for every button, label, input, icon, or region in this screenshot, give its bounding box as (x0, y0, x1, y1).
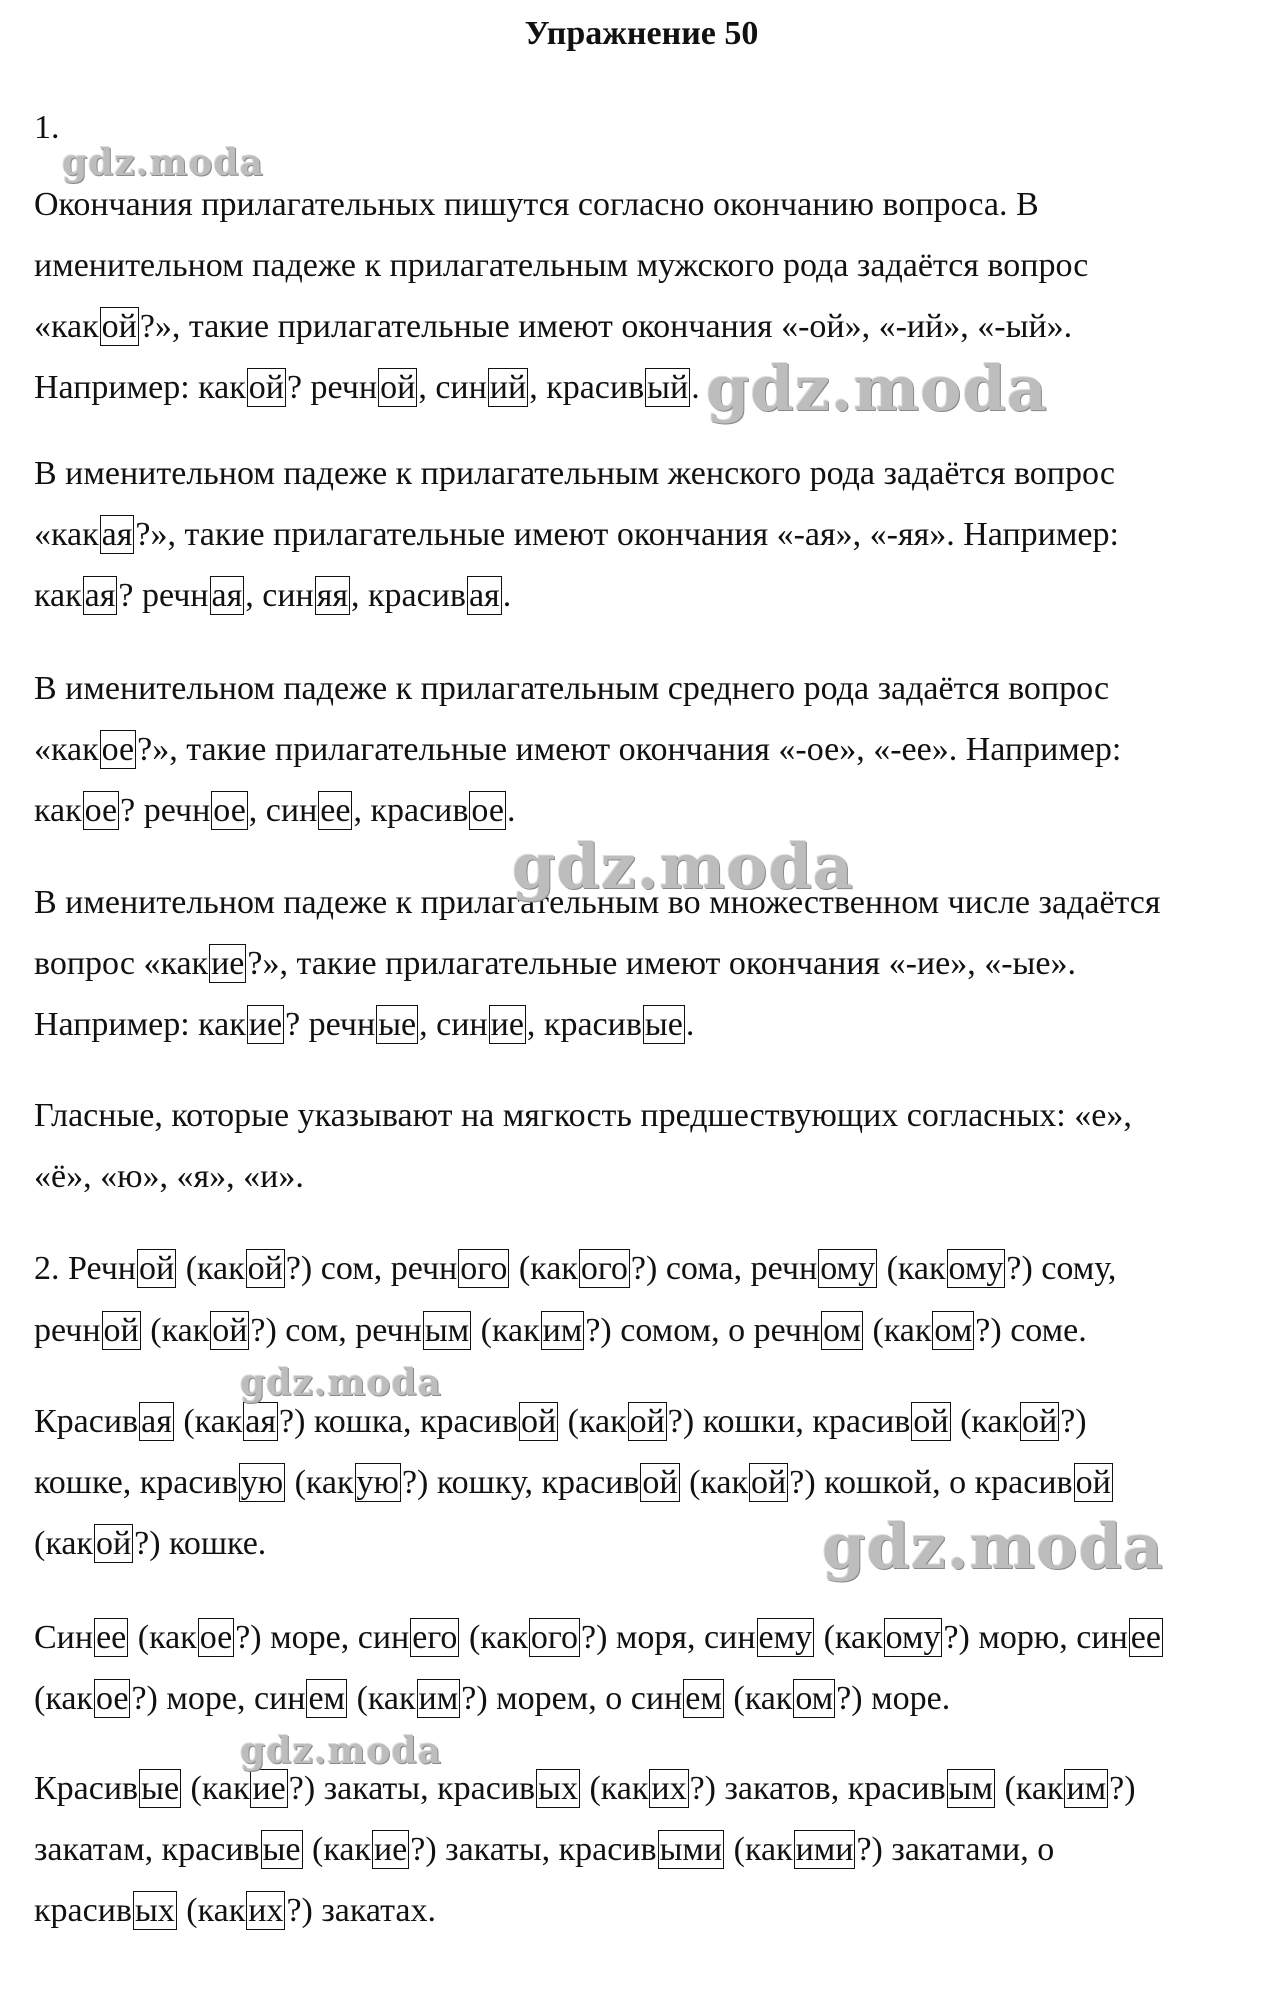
ending-box: ое (101, 731, 135, 768)
ending-box: ее (320, 792, 351, 829)
ending-box: ой (103, 1312, 139, 1349)
text-line (34, 669, 1109, 709)
watermark: gdz.moda (706, 352, 1048, 425)
ending-box: яя (316, 577, 348, 614)
watermark: gdz.moda (62, 142, 264, 184)
text-segment: . (691, 369, 700, 406)
text-segment: Син (34, 1619, 94, 1656)
ending-box: ий (489, 369, 527, 406)
text-segment: (как (182, 1770, 250, 1807)
ending-box: ем (308, 1680, 346, 1717)
text-line (34, 515, 1119, 555)
text-segment: (как (559, 1403, 627, 1440)
text-segment: ?) сом, речн (250, 1312, 422, 1349)
text-segment: Красив (34, 1403, 139, 1440)
text-line (34, 1891, 436, 1931)
text-line (34, 185, 1039, 225)
text-segment: (как (34, 1525, 93, 1562)
text-segment: (как (460, 1619, 528, 1656)
ending-box: ыми (659, 1831, 723, 1868)
text-segment: ?) сом, речн (285, 1250, 458, 1287)
text-segment: ?) моря, син (580, 1619, 756, 1656)
text-segment: вопрос «как (34, 945, 209, 982)
text-line (34, 454, 1115, 494)
text-segment: ?) закаты, красив (288, 1770, 536, 1807)
ending-box: ем (685, 1680, 722, 1717)
ending-box: ой (95, 1525, 132, 1562)
ending-box: ой (520, 1403, 557, 1440)
text-segment: (как (996, 1770, 1064, 1807)
text-line (34, 1769, 1136, 1809)
text-segment: (как (510, 1250, 578, 1287)
text-line (34, 576, 511, 616)
text-segment: «как (34, 516, 99, 553)
text-segment: (как (951, 1403, 1019, 1440)
ending-box: ая (84, 577, 116, 614)
ending-box: ых (134, 1892, 175, 1929)
text-segment: 1. (34, 109, 60, 146)
text-segment: , син (245, 577, 314, 614)
ending-box: ые (262, 1831, 301, 1868)
text-line (34, 1618, 1164, 1658)
ending-box: ими (795, 1831, 854, 1868)
text-segment: кошке, красив (34, 1464, 238, 1501)
text-segment: (как (580, 1770, 649, 1807)
text-line (34, 730, 1121, 770)
text-segment: (как (680, 1464, 749, 1501)
ending-box: ого (580, 1250, 628, 1287)
text-segment: ? речн (120, 792, 211, 829)
text-line (34, 1005, 694, 1045)
ending-box: ую (240, 1464, 284, 1501)
text-segment: ? речн (285, 1006, 376, 1043)
ending-box: ой (212, 1312, 248, 1349)
text-segment: ?) закатах. (286, 1892, 436, 1929)
ending-box: ие (211, 945, 245, 982)
ending-box: ой (642, 1464, 678, 1501)
text-segment: . (685, 1006, 695, 1043)
text-segment: В именительном падеже к прилагательным среднего рода задаётся вопрос (34, 670, 1110, 707)
text-segment: ?) море, син (235, 1619, 410, 1656)
text-segment: Окончания прилагательных пишутся согласно окончанию вопроса. В (34, 186, 1039, 223)
text-segment: ?) кошку, красив (401, 1464, 640, 1501)
text-segment: (как (878, 1250, 946, 1287)
text-segment: Гласные, которые указывают на мягкость предшествующих согласных: «е», (34, 1097, 1132, 1134)
ending-box: ая (141, 1403, 172, 1440)
text-segment: (как (177, 1250, 245, 1287)
text-segment: Например: как (34, 369, 246, 406)
text-segment: , красив (529, 369, 645, 406)
text-segment: ?», такие прилагательные имеют окончания «-ое», «-ее». Например: (137, 731, 1122, 768)
text-segment: , красив (351, 577, 466, 614)
text-segment: , син (418, 369, 487, 406)
watermark: gdz.moda (240, 1362, 442, 1404)
text-segment: ?) сомом, о речн (585, 1312, 821, 1349)
text-segment: ?) кошке. (134, 1525, 267, 1562)
ending-box: ого (530, 1619, 578, 1656)
text-segment: ?) кошкой, о красив (789, 1464, 1073, 1501)
text-segment: , красив (353, 792, 469, 829)
text-line (34, 1249, 1116, 1289)
text-segment: ?) море, син (131, 1680, 306, 1717)
ending-box: ая (468, 577, 500, 614)
ending-box: ой (913, 1403, 949, 1440)
ending-box: ому (948, 1250, 1004, 1287)
ending-box: ой (101, 308, 137, 345)
text-segment: ?) (1109, 1770, 1136, 1807)
text-segment: ? речн (286, 369, 378, 406)
text-line (34, 1096, 1132, 1136)
ending-box: ую (356, 1464, 399, 1501)
ending-box: ие (490, 1006, 524, 1043)
ending-box: ое (471, 792, 504, 829)
text-segment: (как (34, 1680, 93, 1717)
ending-box: ом (934, 1312, 973, 1349)
ending-box: ом (823, 1312, 861, 1349)
exercise-title: Упражнение 50 (524, 15, 759, 52)
ending-box: ие (252, 1770, 286, 1807)
text-segment: (как (177, 1892, 246, 1929)
text-segment: ?», такие прилагательные имеют окончания «-ая», «-яя». Например: (135, 516, 1119, 553)
watermark: gdz.moda (822, 1510, 1164, 1583)
text-segment: (как (725, 1831, 793, 1868)
text-segment: «ё», «ю», «я», «и». (34, 1158, 304, 1195)
text-segment: ?) море. (836, 1680, 951, 1717)
ending-box: их (651, 1770, 687, 1807)
ending-box: ому (820, 1250, 876, 1287)
text-line (34, 307, 1072, 347)
text-segment: (как (303, 1831, 371, 1868)
ending-box: ые (644, 1006, 683, 1043)
text-segment: ?) сома, речн (630, 1250, 818, 1287)
text-segment: 2. Речн (34, 1250, 136, 1287)
text-segment: , син (419, 1006, 488, 1043)
text-segment: Например: как (34, 1006, 246, 1043)
text-line (34, 1157, 304, 1197)
text-segment: (как (141, 1312, 210, 1349)
text-segment: «как (34, 731, 99, 768)
text-segment: . (506, 792, 516, 829)
ending-box: ые (378, 1006, 417, 1043)
ending-box: ом (795, 1680, 834, 1717)
text-segment: речн (34, 1312, 101, 1349)
text-segment: (как (174, 1403, 243, 1440)
ending-box: ой (1075, 1464, 1111, 1501)
text-segment: ? речн (118, 577, 209, 614)
text-segment: как (34, 577, 82, 614)
ending-box: ое (213, 792, 246, 829)
ending-box: ое (199, 1619, 233, 1656)
text-segment: (как (348, 1680, 416, 1717)
ending-box: ый (647, 369, 689, 406)
ending-box: им (418, 1680, 459, 1717)
ending-box: ого (460, 1250, 508, 1287)
text-line (34, 1524, 266, 1564)
watermark: gdz.moda (512, 830, 854, 903)
text-line (34, 108, 60, 148)
text-segment: ?) закатов, красив (689, 1770, 946, 1807)
text-segment: ?) сому, (1006, 1250, 1117, 1287)
ending-box: ой (247, 1250, 283, 1287)
text-line (34, 1463, 1114, 1503)
text-segment: ?) кошки, красив (667, 1403, 911, 1440)
text-line (34, 944, 1076, 984)
text-segment: В именительном падеже к прилагательным женского рода задаётся вопрос (34, 455, 1115, 492)
ending-box: ой (248, 369, 284, 406)
text-segment: В именительном падеже к прилагательным во множественном числе задаётся (34, 884, 1161, 921)
text-line (34, 1402, 1087, 1442)
ending-box: их (248, 1892, 284, 1929)
ending-box: ым (424, 1312, 470, 1349)
text-segment: ?», такие прилагательные имеют окончания «-ие», «-ые». (247, 945, 1076, 982)
text-segment: ?) (1060, 1403, 1087, 1440)
text-line (34, 246, 1088, 286)
text-segment: , син (248, 792, 318, 829)
text-segment: (как (815, 1619, 883, 1656)
text-segment: как (34, 792, 82, 829)
text-segment: (как (286, 1464, 354, 1501)
text-segment: . (502, 577, 512, 614)
ending-box: ых (538, 1770, 578, 1807)
text-segment: именительном падеже к прилагательным мужского рода задаётся вопрос (34, 247, 1089, 284)
ending-box: ая (245, 1403, 277, 1440)
ending-box: ая (101, 516, 133, 553)
text-line (34, 1311, 1087, 1351)
ending-box: ой (751, 1464, 787, 1501)
ending-box: ой (139, 1250, 175, 1287)
ending-box: ее (1130, 1619, 1161, 1656)
ending-box: ые (141, 1770, 180, 1807)
text-segment: ?) морем, о син (461, 1680, 683, 1717)
ending-box: ым (948, 1770, 993, 1807)
ending-box: ое (95, 1680, 129, 1717)
text-line (34, 1679, 950, 1719)
text-segment: ?», такие прилагательные имеют окончания «-ой», «-ий», «-ый». (139, 308, 1073, 345)
text-segment: (как (724, 1680, 793, 1717)
ending-box: ее (96, 1619, 127, 1656)
text-segment: (как (472, 1312, 540, 1349)
text-segment: (как (129, 1619, 197, 1656)
text-segment: (как (863, 1312, 932, 1349)
ending-box: им (542, 1312, 583, 1349)
text-line (34, 1830, 1054, 1870)
ending-box: ое (84, 792, 118, 829)
ending-box: ая (211, 577, 243, 614)
text-line (34, 368, 700, 408)
ending-box: ие (373, 1831, 408, 1868)
text-segment: Красив (34, 1770, 139, 1807)
text-segment: ?) кошка, красив (279, 1403, 518, 1440)
text-segment: ?) закатами, о (856, 1831, 1055, 1868)
text-segment: красив (34, 1892, 132, 1929)
text-segment: «как (34, 308, 99, 345)
ending-box: им (1066, 1770, 1107, 1807)
watermark: gdz.moda (240, 1730, 442, 1772)
text-segment: ?) закаты, красив (410, 1831, 657, 1868)
text-line (34, 791, 515, 831)
ending-box: ие (248, 1006, 283, 1043)
ending-box: ой (629, 1403, 665, 1440)
text-segment: закатам, красив (34, 1831, 260, 1868)
ending-box: ому (885, 1619, 941, 1656)
text-segment: ?) соме. (975, 1312, 1087, 1349)
ending-box: ой (380, 369, 416, 406)
text-segment: ?) морю, син (943, 1619, 1128, 1656)
ending-box: его (412, 1619, 458, 1656)
text-segment: , красив (526, 1006, 642, 1043)
ending-box: ему (758, 1619, 813, 1656)
ending-box: ой (1022, 1403, 1058, 1440)
